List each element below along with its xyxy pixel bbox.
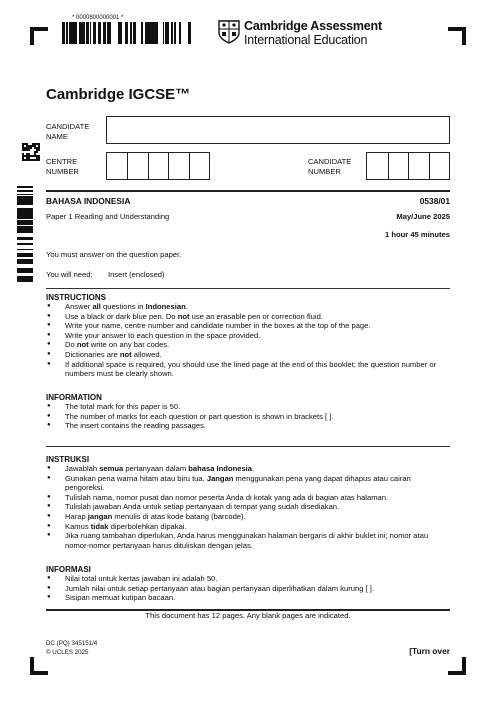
list-item: ● Tulislah nama, nomor pusat dan nomor peserta Anda di kotak yang ada di bagian atas halaman. (47, 493, 450, 503)
page-title: Cambridge IGCSE™ (46, 86, 191, 103)
list-item: ● Sisipan memuat kutipan bacaan. (47, 593, 450, 603)
doc-code: DC (PQ) 345151/4 (46, 640, 98, 647)
list-item: ● The insert contains the reading passages. (47, 421, 450, 431)
list-item: ● Jawablah semua pertanyaan dalam bahasa Indonesia. (47, 464, 450, 474)
answer-note: You must answer on the question paper. (46, 250, 182, 259)
paper-code: 0538/01 (419, 196, 450, 206)
instructions-section (46, 293, 450, 379)
exam-duration: 1 hour 45 minutes (385, 230, 450, 239)
list-item: ● The number of marks for each question or part question is shown in brackets [ ]. (47, 412, 450, 422)
paper-title: Paper 1 Reading and Understanding (46, 212, 170, 221)
list-item: ● Jika ruang tambahan diperlukan, Anda harus menggunakan halaman bergaris di akhir buklet ini; nomor atau nomor-nomor pertanyaan harus dituliskan dengan jelas. (47, 531, 450, 550)
cambridge-shield-icon (218, 20, 240, 44)
information-heading: INFORMATION (46, 393, 102, 402)
crop-mark-top-left (30, 27, 48, 45)
side-barcode-icon (17, 186, 33, 282)
crop-mark-bottom-right (448, 657, 466, 675)
list-item: ● Do not write on any bar codes. (47, 340, 450, 350)
need-label: You will need: (46, 270, 93, 279)
list-item: ● Kamus tidak diperbolehkan dipakai. (47, 522, 450, 532)
candidate-number-label: CANDIDATE NUMBER (308, 157, 352, 176)
list-item: ● Write your answer to each question in the space provided. (47, 331, 450, 341)
crop-mark-bottom-left (30, 657, 48, 675)
copyright: © UCLES 2025 (46, 649, 89, 656)
instruksi-section (46, 455, 450, 550)
top-barcode-icon (62, 22, 192, 44)
list-item: ● Answer all questions in Indonesian. (47, 302, 450, 312)
information-section (46, 393, 450, 431)
list-item: ● Jumlah nilai untuk setiap pertanyaan atau bagian pertanyaan diperlihatkan dalam kurung [ ]. (47, 584, 450, 594)
divider-instructions (46, 288, 450, 289)
instruksi-heading: INSTRUKSI (46, 455, 90, 464)
list-item: ● Dictionaries are not allowed. (47, 350, 450, 360)
divider-top (46, 190, 450, 192)
list-item: ● Write your name, centre number and candidate number in the boxes at the top of the page. (47, 321, 450, 331)
subject-name: BAHASA INDONESIA (46, 196, 131, 206)
list-item: ● Harap jangan menulis di atas kode batang (barcode). (47, 512, 450, 522)
barcode-code-text: * 0000800000001 * (72, 15, 124, 21)
list-item: ● Gunakan pena warna hitam atau biru tua. Jangan menggunakan pena yang dapat dihapus atau cairan pengoreksi. (47, 474, 450, 493)
centre-number-label: CENTRE NUMBER (46, 157, 79, 176)
centre-number-field[interactable] (106, 152, 210, 180)
turn-over: [Turn over (409, 646, 450, 656)
list-item: ● Nilai total untuk kertas jawaban ini adalah 50. (47, 574, 450, 584)
need-value: Insert (enclosed) (108, 270, 165, 279)
exam-session: May/June 2025 (396, 212, 450, 221)
list-item: ● Use a black or dark blue pen. Do not use an erasable pen or correction fluid. (47, 312, 450, 322)
list-item: ● The total mark for this paper is 50. (47, 402, 450, 412)
logo-line-1: Cambridge Assessment (244, 19, 382, 33)
instructions-heading: INSTRUCTIONS (46, 293, 106, 302)
qr-code-icon (22, 143, 40, 161)
logo-line-2: International Education (244, 33, 368, 47)
candidate-name-field[interactable] (106, 116, 450, 144)
informasi-heading: INFORMASI (46, 565, 91, 574)
crop-mark-top-right (448, 27, 466, 45)
informasi-section (46, 565, 450, 603)
list-item: ● Tulislah jawaban Anda untuk setiap pertanyaan di tempat yang sudah disediakan. (47, 502, 450, 512)
list-item: ● If additional space is required, you should use the lined page at the end of this booklet; the question number or numbers must be clearly shown. (47, 360, 450, 379)
candidate-name-label: CANDIDATE NAME (46, 122, 90, 141)
pages-note: This document has 12 pages. Any blank pages are indicated. (145, 611, 351, 620)
divider-instruksi (46, 446, 450, 447)
candidate-number-field[interactable] (366, 152, 450, 180)
